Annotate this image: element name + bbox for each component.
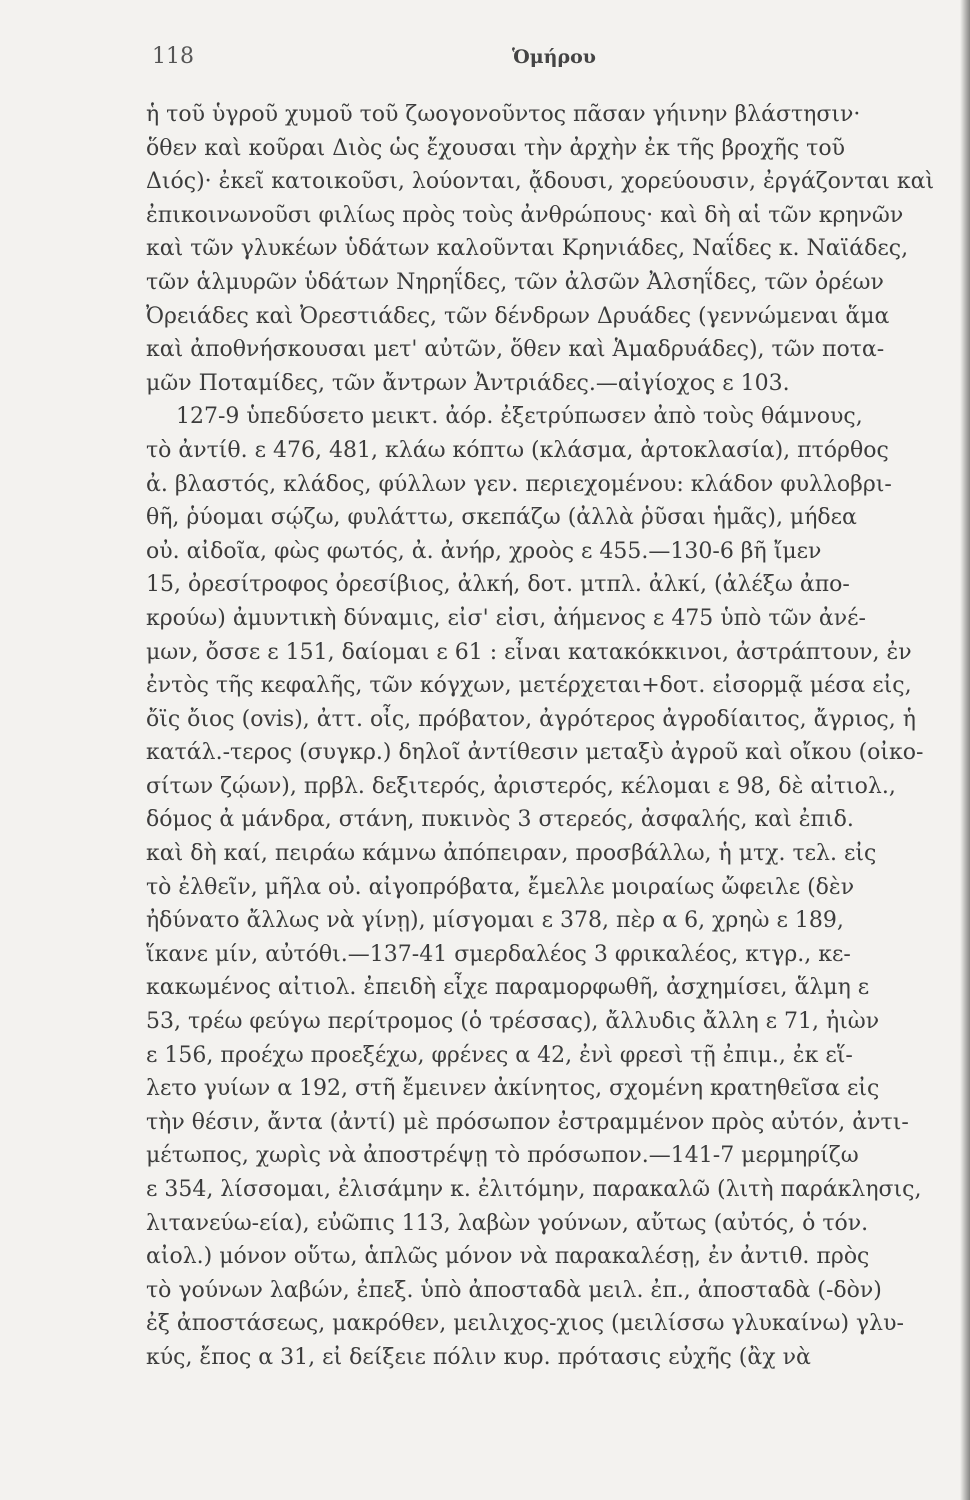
text-line: 53, τρέω φεύγω περίτρομος (ὁ τρέσσας), ἄλλυδις ἄλλη ε 71, ἠιὼν [146,1009,880,1035]
page-edge-shadow [960,0,970,1500]
text-line: ε 156, προέχω προεξέχω, φρένες α 42, ἐνὶ φρεσὶ τῇ ἐπιμ., ἐκ εἵ- [146,1042,853,1068]
text-line: ἐξ ἀποστάσεως, μακρόθεν, μειλιχος-χιος (μειλίσσω γλυκαίνω) γλυ- [146,1311,904,1337]
text-line: ὅθεν καὶ κοῦραι Διὸς ὡς ἔχουσαι τὴν ἀρχὴν ἐκ τῆς βροχῆς τοῦ [146,135,845,161]
text-line: ε 354, λίσσομαι, ἐλισάμην κ. ἐλιτόμην, παρακαλῶ (λιτὴ παράκλησις, [146,1177,922,1202]
text-line: τῶν ἁλμυρῶν ὑδάτων Νηρηΐδες, τῶν ἀλσῶν Ἀλσηΐδες, τῶν ὀρέων [146,269,884,295]
text-line: αἰολ.) μόνον οὕτω, ἁπλῶς μόνον νὰ παρακαλέσῃ, ἐν ἀντιθ. πρὸς [146,1244,870,1270]
text-line: δόμος ἀ μάνδρα, στάνη, πυκινὸς 3 στερεός, ἀσφαλής, καὶ ἐπιδ. [146,807,854,833]
commentary-text [146,98,966,1375]
text-line: τὸ γούνων λαβών, ἐπεξ. ὑπὸ ἀποσταδὰ μειλ. ἐπ., ἀποσταδὰ (-δὸν) [146,1277,882,1303]
text-line: ὄϊς ὄιος (ovis), ἀττ. οἶς, πρόβατον, ἀγρότερος ἀγροδίαιτος, ἄγριος, ἡ [146,706,916,732]
text-line: σίτων ζῴων), πρβλ. δεξιτερός, ἀριστερός, κέλομαι ε 98, δὲ αἰτιολ., [146,773,896,799]
text-line: κακωμένος αἰτιολ. ἐπειδὴ εἶχε παραμορφωθῆ, ἀσχημίσει, ἅλμη ε [146,975,870,1001]
text-line: ἡ τοῦ ὑγροῦ χυμοῦ τοῦ ζωογονοῦντος πᾶσαν γήινην βλάστησιν· [146,102,861,127]
text-line: τὴν θέσιν, ἄντα (ἀντί) μὲ πρόσωπον ἐστραμμένον πρὸς αὐτόν, ἀντι- [146,1109,909,1135]
text-line: κατάλ.-τερος (συγκρ.) δηλοῖ ἀντίθεσιν μεταξὺ ἀγροῦ καὶ οἴκου (οἰκο- [146,740,924,766]
text-line: Ὀρειάδες καὶ Ὀρεστιάδες, τῶν δένδρων Δρυάδες (γεννώμεναι ἅμα [146,303,890,329]
text-line: λιτανεύω-εία), εὐῶπις 113, λαβὼν γούνων, αὔτως (αὐτός, ὁ τόν. [146,1210,869,1236]
text-line: ἵκανε μίν, αὐτόθι.—137-41 σμερδαλέος 3 φρικαλέος, κτγρ., κε- [146,941,851,967]
page-number: 118 [152,44,194,69]
text-line: τὸ ἀντίθ. ε 476, 481, κλάω κόπτω (κλάσμα, ἀρτοκλασία), πτόρθος [146,437,889,463]
text-line: μῶν Ποταμίδες, τῶν ἄντρων Ἀντριάδες.—αἰγίοχος ε 103. [146,370,790,396]
text-line: Διός)· ἐκεῖ κατοικοῦσι, λούονται, ᾄδουσι, χορεύουσιν, ἐργάζονται καὶ [146,169,935,195]
text-line: οὐ. αἰδοῖα, φὼς φωτός, ἀ. ἀνήρ, χροὸς ε 455.—130-6 βῆ ἴμεν [146,538,822,564]
text-line: μέτωπος, χωρὶς νὰ ἀποστρέψῃ τὸ πρόσωπον.—141-7 μερμηρίζω [146,1143,859,1169]
text-line: κρούω) ἀμυντικὴ δύναμις, εἰσ' εἰσι, ἀήμενος ε 475 ὑπὸ τῶν ἀνέ- [146,605,866,631]
text-line: καὶ τῶν γλυκέων ὑδάτων καλοῦνται Κρηνιάδες, Ναΐδες κ. Ναϊάδες, [146,236,909,262]
text-line: 127-9 ὑπεδύσετο μεικτ. ἀόρ. ἐξετρύπωσεν ἀπὸ τοὺς θάμνους, [176,404,863,430]
running-title: Ὁμήρου [512,46,596,68]
text-line: λετο γυίων α 192, στῆ ἔμεινεν ἀκίνητος, σχομένη κρατηθεῖσα εἰς [146,1076,880,1102]
text-line: μων, ὄσσε ε 151, δαίομαι ε 61 : εἶναι κατακόκκινοι, ἀστράπτουν, ἐν [146,639,912,665]
text-line: ἀ. βλαστός, κλάδος, φύλλων γεν. περιεχομένου: κλάδον φυλλοβρι- [146,471,892,497]
text-line: θῆ, ῥύομαι σῴζω, φυλάττω, σκεπάζω (ἀλλὰ ῥῦσαι ἡμᾶς), μήδεα [146,505,857,531]
text-line: 15, ὀρεσίτροφος ὀρεσίβιος, ἀλκή, δοτ. μτπλ. ἀλκί, (ἀλέξω ἀπο- [146,572,850,598]
text-line: ἐντὸς τῆς κεφαλῆς, τῶν κόγχων, μετέρχεται+δοτ. εἰσορμᾷ μέσα εἰς, [146,673,912,699]
text-line: ἠδύνατο ἄλλως νὰ γίνῃ), μίσγομαι ε 378, πὲρ α 6, χρηὼ ε 189, [146,908,844,934]
text-line: καὶ ἀποθνήσκουσαι μετ' αὐτῶν, ὅθεν καὶ Ἁμαδρυάδες), τῶν ποτα- [146,337,885,363]
text-line: ἐπικοινωνοῦσι φιλίως πρὸς τοὺς ἀνθρώπους· καὶ δὴ αἱ τῶν κρηνῶν [146,202,904,228]
text-line: τὸ ἐλθεῖν, μῆλα οὐ. αἰγοπρόβατα, ἔμελλε μοιραίως ὤφειλε (δὲν [146,874,855,900]
text-line: κύς, ἔπος α 31, εἰ δείξειε πόλιν κυρ. πρότασις εὐχῆς (ἂχ νὰ [146,1344,811,1370]
text-line: καὶ δὴ καί, πειράω κάμνω ἀπόπειραν, προσβάλλω, ἡ μτχ. τελ. εἰς [146,841,877,867]
